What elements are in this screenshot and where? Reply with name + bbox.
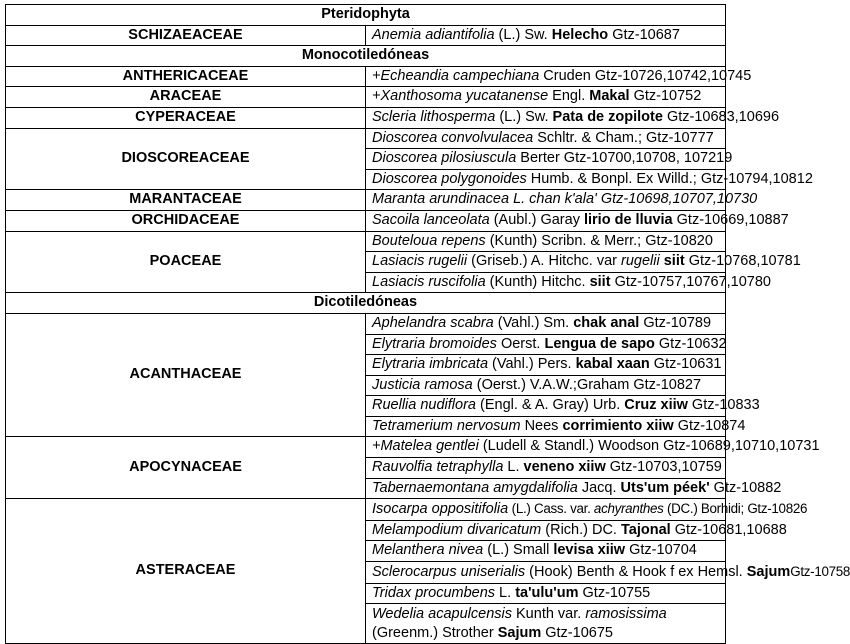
- text-segment: (DC.) Borhidi; Gtz-10826: [663, 501, 808, 517]
- species-name-segment: Melampodium divaricatum: [372, 521, 542, 538]
- species-entry: [366, 107, 780, 128]
- text-segment: Gtz-10882: [709, 479, 782, 496]
- common-name-segment: Helecho: [551, 26, 609, 43]
- text-segment: Gtz-10755: [578, 584, 651, 601]
- species-entry: [366, 231, 726, 252]
- text-segment: Humb. & Bonpl. Ex Willd.; Gtz-10794,10812: [526, 170, 813, 187]
- family-name: ORCHIDACEAE: [6, 210, 366, 231]
- text-segment: Oerst.: [496, 335, 545, 352]
- section-header-row: [6, 46, 726, 67]
- common-name-segment: Cruz xiiw: [624, 397, 688, 414]
- species-entry: [366, 520, 787, 541]
- species-name-segment: Scleria lithosperma: [372, 108, 496, 125]
- common-name-segment: ta'ulu'um: [515, 584, 579, 601]
- text-segment: Gtz-10683,10696: [662, 108, 780, 125]
- species-row: [6, 437, 726, 458]
- text-segment: Gtz-10789: [639, 314, 712, 331]
- species-entry: [366, 334, 726, 355]
- species-name-segment: Dioscorea pilosiuscula: [372, 150, 517, 167]
- text-segment: (Rich.) DC.: [541, 521, 621, 538]
- family-name: APOCYNACEAE: [6, 437, 366, 499]
- species-name-segment: Wedelia acapulcensis: [372, 605, 512, 622]
- common-name-segment: Uts'um péek': [620, 479, 710, 496]
- common-name-segment: Sajum: [746, 564, 791, 581]
- text-segment: Nees: [520, 417, 563, 434]
- text-segment: Gtz-10675: [541, 624, 613, 641]
- text-segment: Gtz-10752: [629, 88, 702, 105]
- species-entry: [366, 583, 726, 604]
- species-entry: [366, 562, 850, 584]
- species-name-segment: Maranta arundinacea L. chan k'ala' Gtz-10698,10707,10730: [372, 191, 758, 208]
- species-row: [6, 210, 726, 231]
- species-name-segment: Tetramerium nervosum: [372, 417, 521, 434]
- species-name-segment: Isocarpa oppositifolia: [372, 501, 509, 518]
- text-segment: Berter Gtz-10700,10708, 107219: [516, 150, 733, 167]
- species-name-segment: Sacoila lanceolata: [372, 211, 490, 228]
- text-segment: (L.) Cass. var.: [508, 501, 594, 517]
- species-table-body: [6, 5, 850, 644]
- species-entry: [366, 355, 726, 376]
- text-segment: Gtz-10874: [673, 417, 746, 434]
- text-segment: Jacq.: [577, 479, 621, 496]
- species-entry: [366, 169, 813, 190]
- species-entry: [366, 499, 808, 521]
- species-entry: [366, 541, 726, 562]
- common-name-segment: veneno xiiw: [523, 459, 606, 476]
- species-name-segment: Tabernaemontana amygdalifolia: [372, 479, 578, 496]
- species-entry: [366, 190, 758, 211]
- species-row: [6, 231, 726, 252]
- text-segment: Gtz-10704: [625, 542, 697, 559]
- common-name-segment: Pata de zopilote: [552, 108, 663, 125]
- text-segment: (Vahl.) Pers.: [488, 356, 576, 373]
- species-entry: [366, 604, 726, 644]
- species-row: [6, 25, 726, 46]
- text-segment: Gtz-10631: [649, 356, 722, 373]
- species-name-segment: Elytraria imbricata: [372, 356, 489, 373]
- species-name-segment: +Echeandia campechiana: [372, 67, 540, 84]
- text-segment: Schltr. & Cham.; Gtz-10777: [533, 129, 714, 146]
- text-segment: Engl.: [548, 88, 590, 105]
- text-segment: (Greenm.) Strother: [372, 624, 498, 641]
- common-name-segment: Tajonal: [620, 521, 671, 538]
- species-name-segment: Elytraria bromoides: [372, 335, 497, 352]
- species-name-segment: Dioscorea polygonoides: [372, 170, 527, 187]
- species-name-segment: Melanthera nivea: [372, 542, 484, 559]
- species-row: [6, 499, 726, 521]
- species-entry: [366, 272, 771, 293]
- species-entry: [366, 375, 726, 396]
- species-table: [5, 4, 850, 644]
- text-segment: (Ludell & Standl.) Woodson Gtz-10689,10710,10731: [478, 438, 820, 455]
- text-segment: Gtz-10669,10887: [672, 211, 789, 228]
- text-segment: (L.) Sw.: [495, 108, 553, 125]
- text-segment: (Engl. & A. Gray) Urb.: [475, 397, 625, 414]
- common-name-segment: kabal xaan: [575, 356, 650, 373]
- common-name-segment: lirio de lluvia: [583, 211, 673, 228]
- species-entry: [366, 87, 726, 108]
- family-name: ARACEAE: [6, 87, 366, 108]
- species-name-segment: Justicia ramosa: [372, 376, 473, 393]
- text-segment: (Hook) Benth & Hook f ex Hemsl.: [525, 564, 747, 581]
- text-segment: (Aubl.) Garay: [489, 211, 584, 228]
- common-name-segment: chak anal: [573, 314, 640, 331]
- species-entry: [366, 149, 733, 170]
- species-row: [6, 66, 726, 87]
- species-entry: [366, 458, 726, 479]
- species-entry: [366, 210, 789, 231]
- text-segment: Gtz-10687: [608, 26, 680, 43]
- text-segment: Gtz-10833: [687, 397, 760, 414]
- section-header-row: [6, 293, 726, 314]
- species-name-segment: ramosissima: [585, 605, 667, 622]
- text-segment: Gtz-10758: [790, 564, 850, 580]
- family-name: POACEAE: [6, 231, 366, 293]
- species-entry: [366, 128, 726, 149]
- species-name-segment: Lasiacis rugelii: [372, 253, 468, 270]
- family-name: ANTHERICACEAE: [6, 66, 366, 87]
- text-segment: (L.) Small: [483, 542, 554, 559]
- text-segment: (Griseb.) A. Hitchc. var: [467, 253, 622, 270]
- species-name-segment: Tridax procumbens: [372, 584, 496, 601]
- text-segment: Gtz-10681,10688: [670, 521, 787, 538]
- species-name-segment: Aphelandra scabra: [372, 314, 494, 331]
- text-segment: (Kunth) Hitchc.: [485, 273, 590, 290]
- common-name-segment: Sajum: [497, 624, 542, 641]
- species-name-segment: rugelii: [621, 253, 660, 270]
- species-name-segment: Sclerocarpus uniserialis: [372, 564, 526, 581]
- text-segment: (Kunth) Scribn. & Merr.; Gtz-10820: [485, 232, 713, 249]
- species-name-segment: Rauvolfia tetraphylla: [372, 459, 504, 476]
- text-segment: Gtz-10703,10759: [605, 459, 722, 476]
- text-segment: Gtz-10757,10767,10780: [610, 273, 771, 290]
- family-name: SCHIZAEACEAE: [6, 25, 366, 46]
- section-title: Monocotiledóneas: [6, 46, 726, 67]
- species-name-segment: +Xanthosoma yucatanense: [372, 88, 549, 105]
- species-entry: [366, 416, 746, 437]
- species-entry: [366, 478, 782, 499]
- text-segment: L.: [503, 459, 524, 476]
- common-name-segment: levisa xiiw: [553, 542, 626, 559]
- section-title: Dicotiledóneas: [6, 293, 726, 314]
- species-row: [6, 87, 726, 108]
- section-header-row: [6, 5, 726, 26]
- text-segment: Gtz-10632: [654, 335, 727, 352]
- text-segment: (Oerst.) V.A.W.;Graham Gtz-10827: [472, 376, 702, 393]
- family-name: DIOSCOREACEAE: [6, 128, 366, 190]
- species-entry: [366, 396, 760, 417]
- common-name-segment: siit: [663, 253, 685, 270]
- section-title: Pteridophyta: [6, 5, 726, 26]
- species-name-segment: Dioscorea convolvulacea: [372, 129, 534, 146]
- species-row: [6, 128, 726, 149]
- text-segment: Kunth var.: [511, 605, 586, 622]
- species-entry: [366, 437, 820, 458]
- species-name-segment: Ruellia nudiflora: [372, 397, 476, 414]
- common-name-segment: Lengua de sapo: [544, 335, 655, 352]
- species-entry: [366, 66, 752, 87]
- species-name-segment: Anemia adiantifolia: [372, 26, 495, 43]
- family-name: CYPERACEAE: [6, 107, 366, 128]
- species-row: [6, 107, 726, 128]
- species-name-segment: +Matelea gentlei: [372, 438, 479, 455]
- species-entry: [366, 313, 726, 334]
- species-entry: [366, 252, 801, 273]
- text-segment: L.: [495, 584, 516, 601]
- family-name: ACANTHACEAE: [6, 313, 366, 437]
- text-segment: Cruden Gtz-10726,10742,10745: [539, 67, 752, 84]
- common-name-segment: corrimiento xiiw: [562, 417, 674, 434]
- text-segment: (L.) Sw.: [494, 26, 552, 43]
- species-name-segment: Bouteloua repens: [372, 232, 486, 249]
- species-row: [6, 190, 726, 211]
- species-name-segment: Lasiacis ruscifolia: [372, 273, 486, 290]
- species-entry: [366, 25, 726, 46]
- species-row: [6, 313, 726, 334]
- species-name-segment: achyranthes: [593, 501, 664, 517]
- family-name: ASTERACEAE: [6, 499, 366, 644]
- family-name: MARANTACEAE: [6, 190, 366, 211]
- common-name-segment: Makal: [589, 88, 630, 105]
- common-name-segment: siit: [589, 273, 611, 290]
- text-segment: Gtz-10768,10781: [684, 253, 801, 270]
- text-segment: (Vahl.) Sm.: [493, 314, 574, 331]
